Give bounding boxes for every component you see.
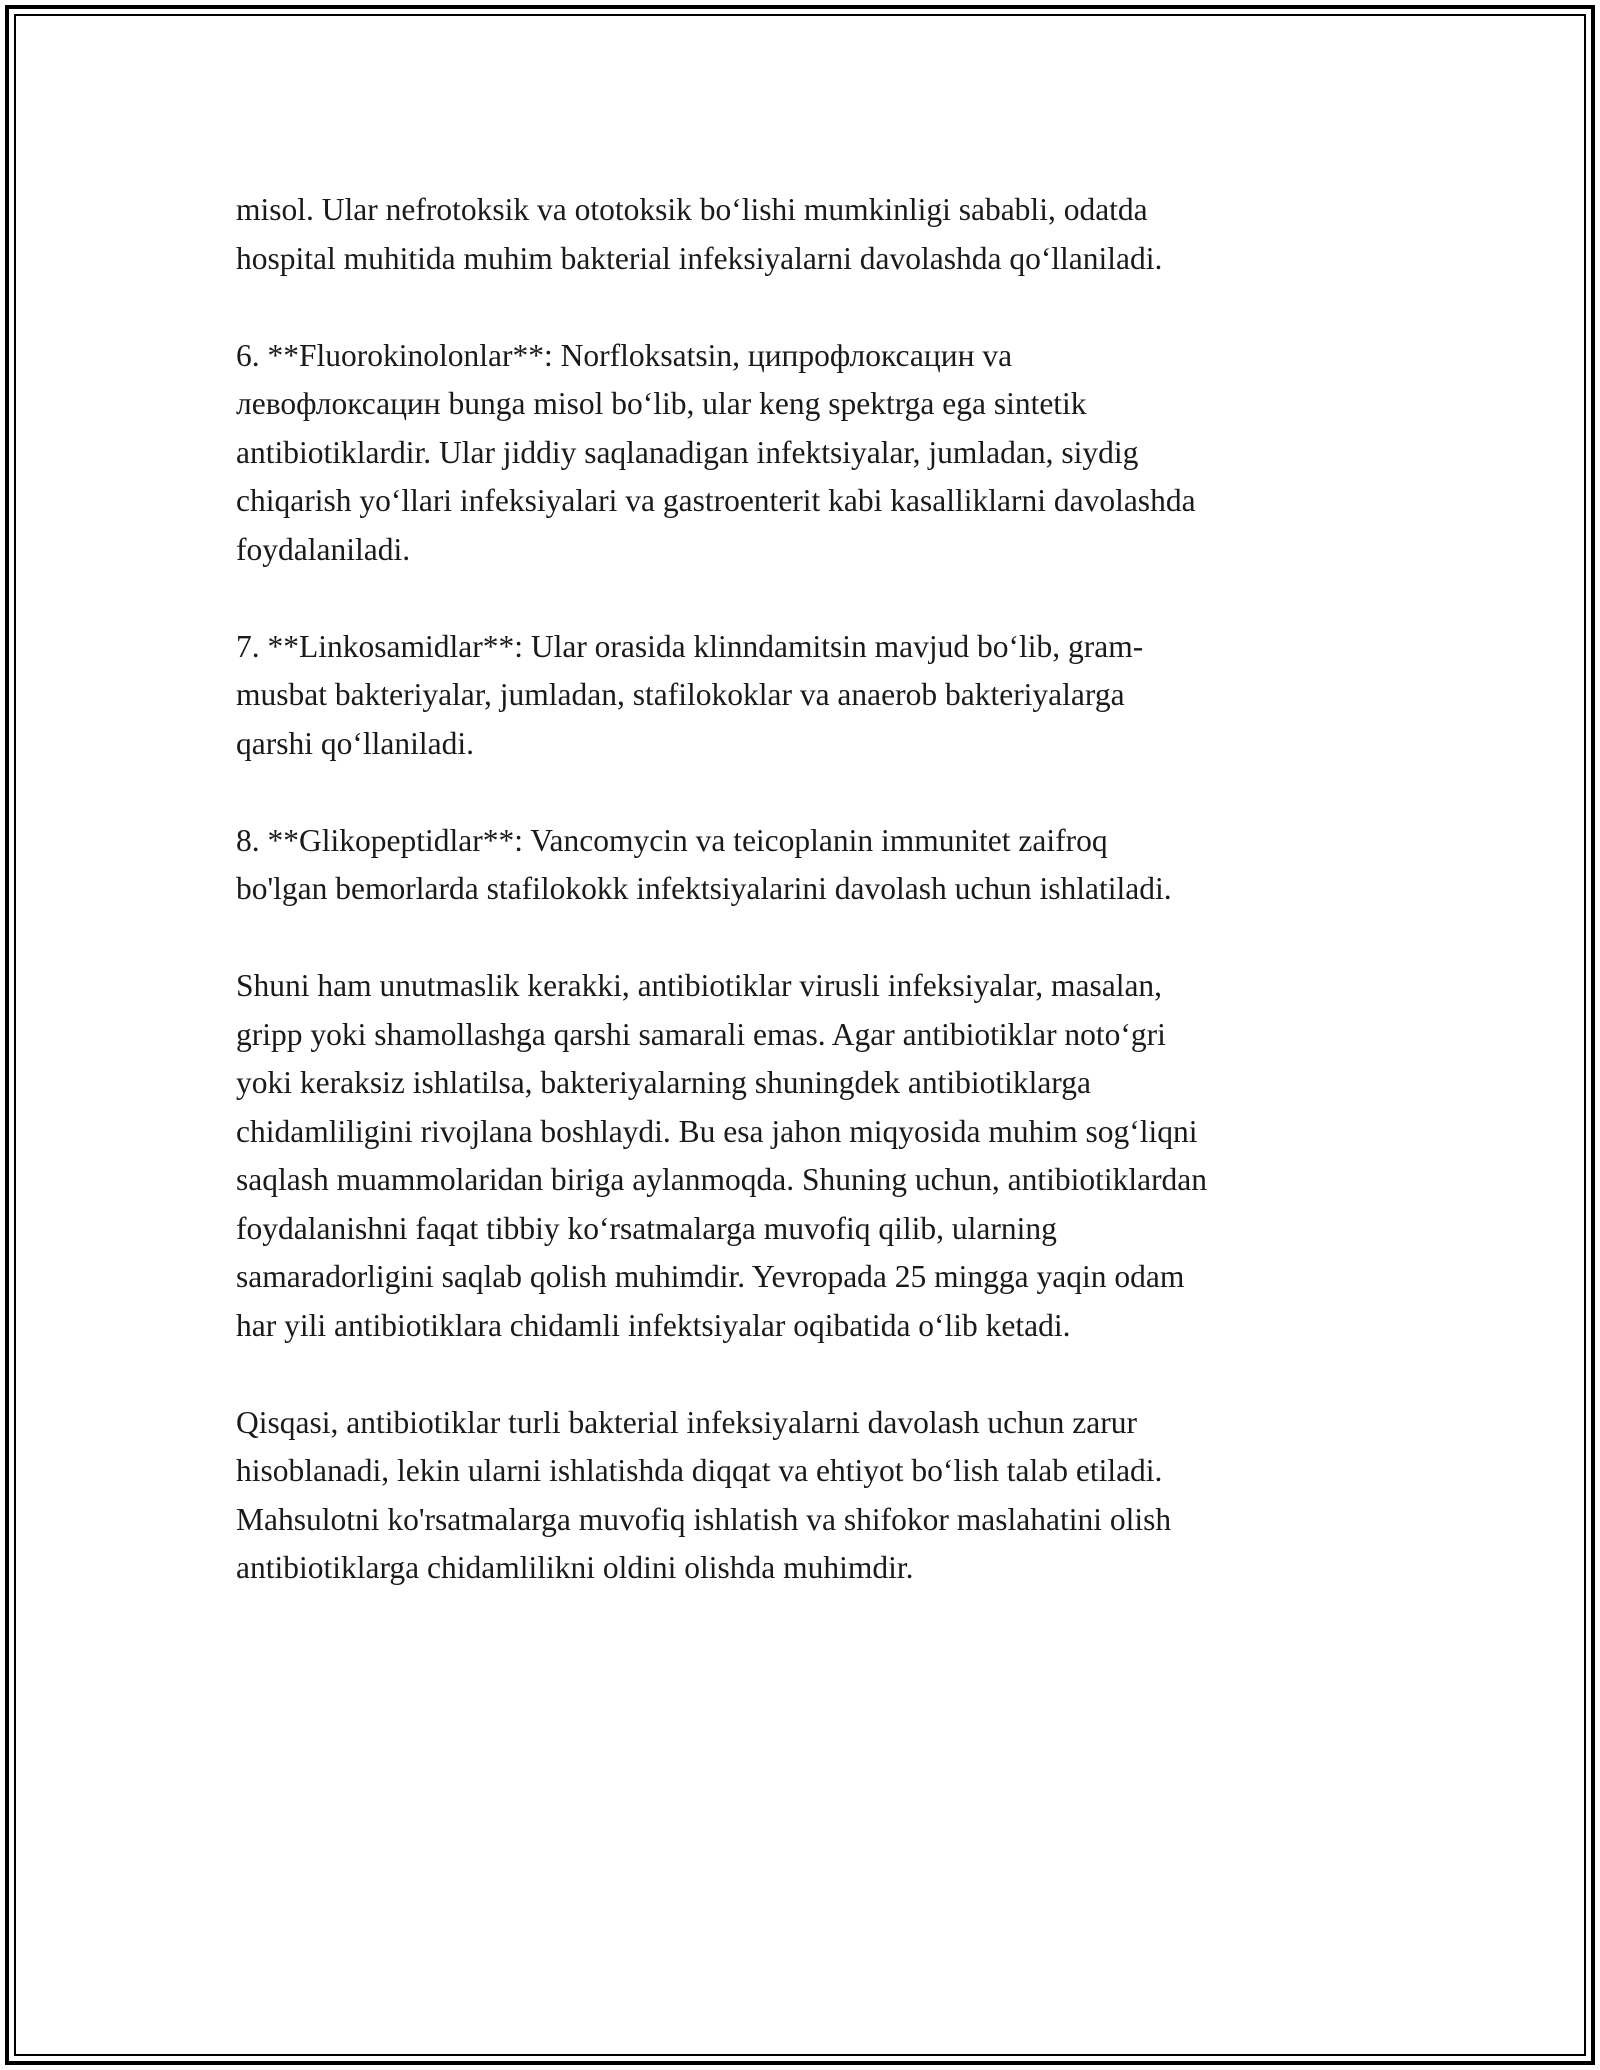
text-line: foydalanishni faqat tibbiy ko‘rsatmalarga muvofiq qilib, ularning — [236, 1210, 1057, 1246]
text-line: antibiotiklardir. Ular jiddiy saqlanadigan infektsiyalar, jumladan, siydig — [236, 434, 1139, 470]
text-line: qarshi qo‘llaniladi. — [236, 725, 474, 761]
text-line: saqlash muammolaridan biriga aylanmoqda. Shuning uchun, antibiotiklardan — [236, 1162, 1208, 1197]
text-line: musbat bakteriyalar, jumladan, stafilokoklar va anaerob bakteriyalarga — [236, 677, 1125, 712]
paragraph-fluoroquinolones — [236, 332, 1386, 575]
paragraph-glycopeptides — [236, 817, 1386, 914]
text-line: samaradorligini saqlab qolish muhimdir. Yevropada 25 mingga yaqin odam — [236, 1259, 1185, 1294]
text-line: левофлоксацин bunga misol bo‘lib, ular keng spektrga ega sintetik — [236, 386, 1087, 421]
paragraph-aminoglycosides-continued — [236, 186, 1386, 283]
paragraph-lincosamides — [236, 623, 1386, 769]
text-line: hospital muhitida muhim bakterial infeksiyalarni davolashda qo‘llaniladi. — [236, 240, 1163, 276]
text-line: foydalaniladi. — [236, 531, 411, 567]
document-body — [236, 186, 1386, 1641]
text-line: Mahsulotni ko'rsatmalarga muvofiq ishlatish va shifokor maslahatini olish — [236, 1501, 1172, 1537]
text-line: chidamliligini rivojlana boshlaydi. Bu esa jahon miqyosida muhim sog‘liqni — [236, 1113, 1198, 1149]
text-line: gripp yoki shamollashga qarshi samarali emas. Agar antibiotiklar noto‘gri — [236, 1016, 1166, 1052]
text-line: misol. Ular nefrotoksik va ototoksik bo‘lishi mumkinligi sababli, odatda — [236, 192, 1148, 227]
text-line: chiqarish yo‘llari infeksiyalari va gastroenterit kabi kasalliklarni davolashda — [236, 483, 1196, 518]
paragraph-conclusion — [236, 1399, 1386, 1593]
text-line: antibiotiklarga chidamlilikni oldini olishda muhimdir. — [236, 1550, 914, 1585]
text-line: Qisqasi, antibiotiklar turli bakterial infeksiyalarni davolash uchun zarur — [236, 1404, 1137, 1440]
text-line: 7. **Linkosamidlar**: Ular orasida klinndamitsin mavjud bo‘lib, gram- — [236, 628, 1144, 664]
text-line: har yili antibiotiklara chidamli infektsiyalar oqibatida o‘lib ketadi. — [236, 1307, 1071, 1343]
text-line: 6. **Fluorokinolonlar**: Norfloksatsin, ципрофлоксацин va — [236, 337, 1013, 373]
text-line: 8. **Glikopeptidlar**: Vancomycin va teicoplanin immunitet zaifroq — [236, 822, 1108, 858]
text-line: yoki keraksiz ishlatilsa, bakteriyalarning shuningdek antibiotiklarga — [236, 1065, 1091, 1100]
text-line: hisoblanadi, lekin ularni ishlatishda diqqat va ehtiyot bo‘lish talab etiladi. — [236, 1453, 1163, 1488]
text-line: Shuni ham unutmaslik kerakki, antibiotiklar virusli infeksiyalar, masalan, — [236, 968, 1163, 1003]
text-line: bo'lgan bemorlarda stafilokokk infektsiyalarini davolash uchun ishlatiladi. — [236, 871, 1172, 906]
paragraph-resistance-warning — [236, 962, 1386, 1350]
